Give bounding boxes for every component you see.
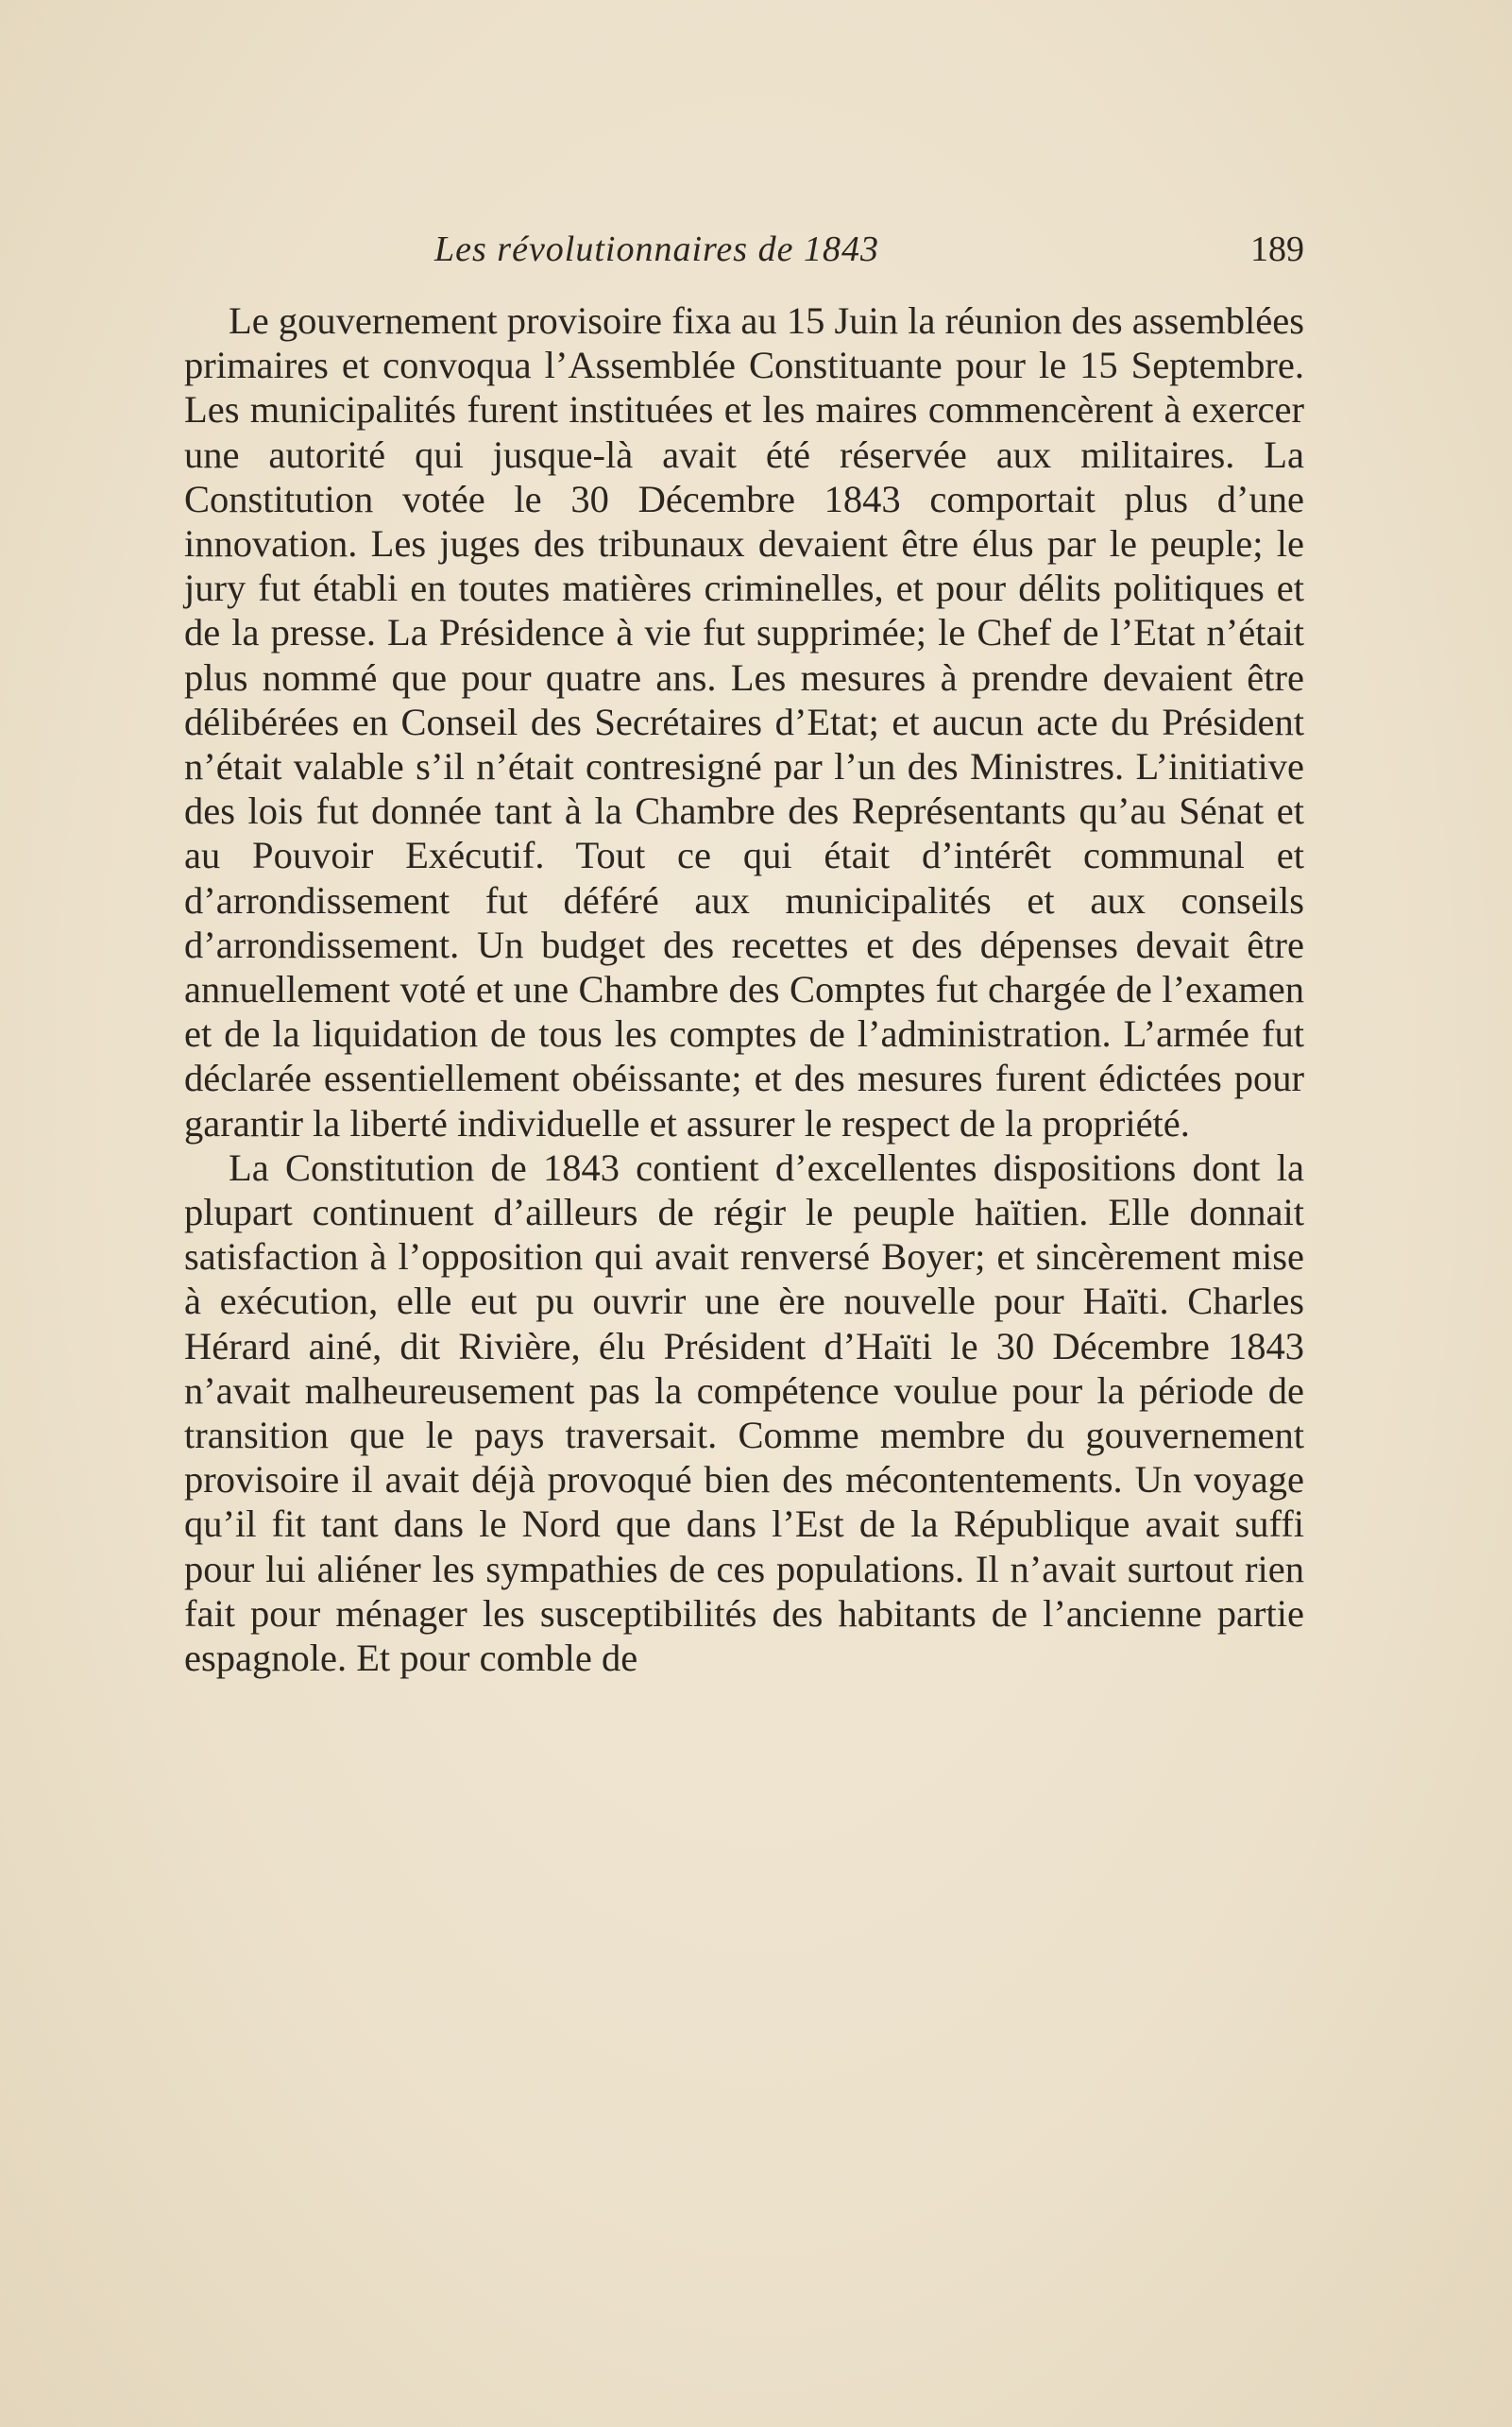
paragraph: La Constitution de 1843 contient d’excellentes dispositions dont la plupart continuent d’ailleurs de régir le peuple haïtien. Elle donnait satisfaction à l’opposition qui avait renversé Boyer; et sincèrement mise à exécution, elle eut pu ouvrir une ère nouvelle pour Haïti. Charles Hérard ainé, dit Rivière, élu Président d’Haïti le 30 Décembre 1843 n’avait malheureusement pas la compétence voulue pour la période de transition que le pays traversait. Comme membre du gouvernement provisoire il avait déjà provoqué bien des mécontentements. Un voyage qu’il fit tant dans le Nord que dans l’Est de la République avait suffi pour lui aliéner les sympathies de ces populations. Il n’avait surtout rien fait pour ménager les susceptibilités des habitants de l’ancienne partie espagnole. Et pour comble de — [184, 1146, 1304, 1680]
paragraph: Le gouvernement provisoire fixa au 15 Juin la réunion des assemblées primaires et convoqua l’Assemblée Constituante pour le 15 Septembre. Les municipalités furent instituées et les maires commencèrent à exercer une autorité qui jusque-là avait été réservée aux militaires. La Constitution votée le 30 Décembre 1843 comportait plus d’une innovation. Les juges des tribunaux devaient être élus par le peuple; le jury fut établi en toutes matières criminelles, et pour délits politiques et de la presse. La Présidence à vie fut supprimée; le Chef de l’Etat n’était plus nommé que pour quatre ans. Les mesures à prendre devaient être délibérées en Conseil des Secrétaires d’Etat; et aucun acte du Président n’était valable s’il n’était contresigné par l’un des Ministres. L’initiative des lois fut donnée tant à la Chambre des Représentants qu’au Sénat et au Pouvoir Exécutif. Tout ce qui était d’intérêt communal et d’arrondissement fut déféré aux municipalités et aux conseils d’arrondissement. Un budget des recettes et des dépenses devait être annuellement voté et une Chambre des Comptes fut chargée de l’examen et de la liquidation de tous les comptes de l’administration. L’armée fut déclarée essentiellement obéissante; et des mesures furent édictées pour garantir la liberté individuelle et assurer le respect de la propriété. — [184, 299, 1304, 1145]
running-head — [184, 219, 1304, 280]
running-title: Les révolutionnaires de 1843 — [434, 229, 879, 269]
body-text — [184, 298, 1304, 1680]
page-number: 189 — [1250, 229, 1304, 269]
